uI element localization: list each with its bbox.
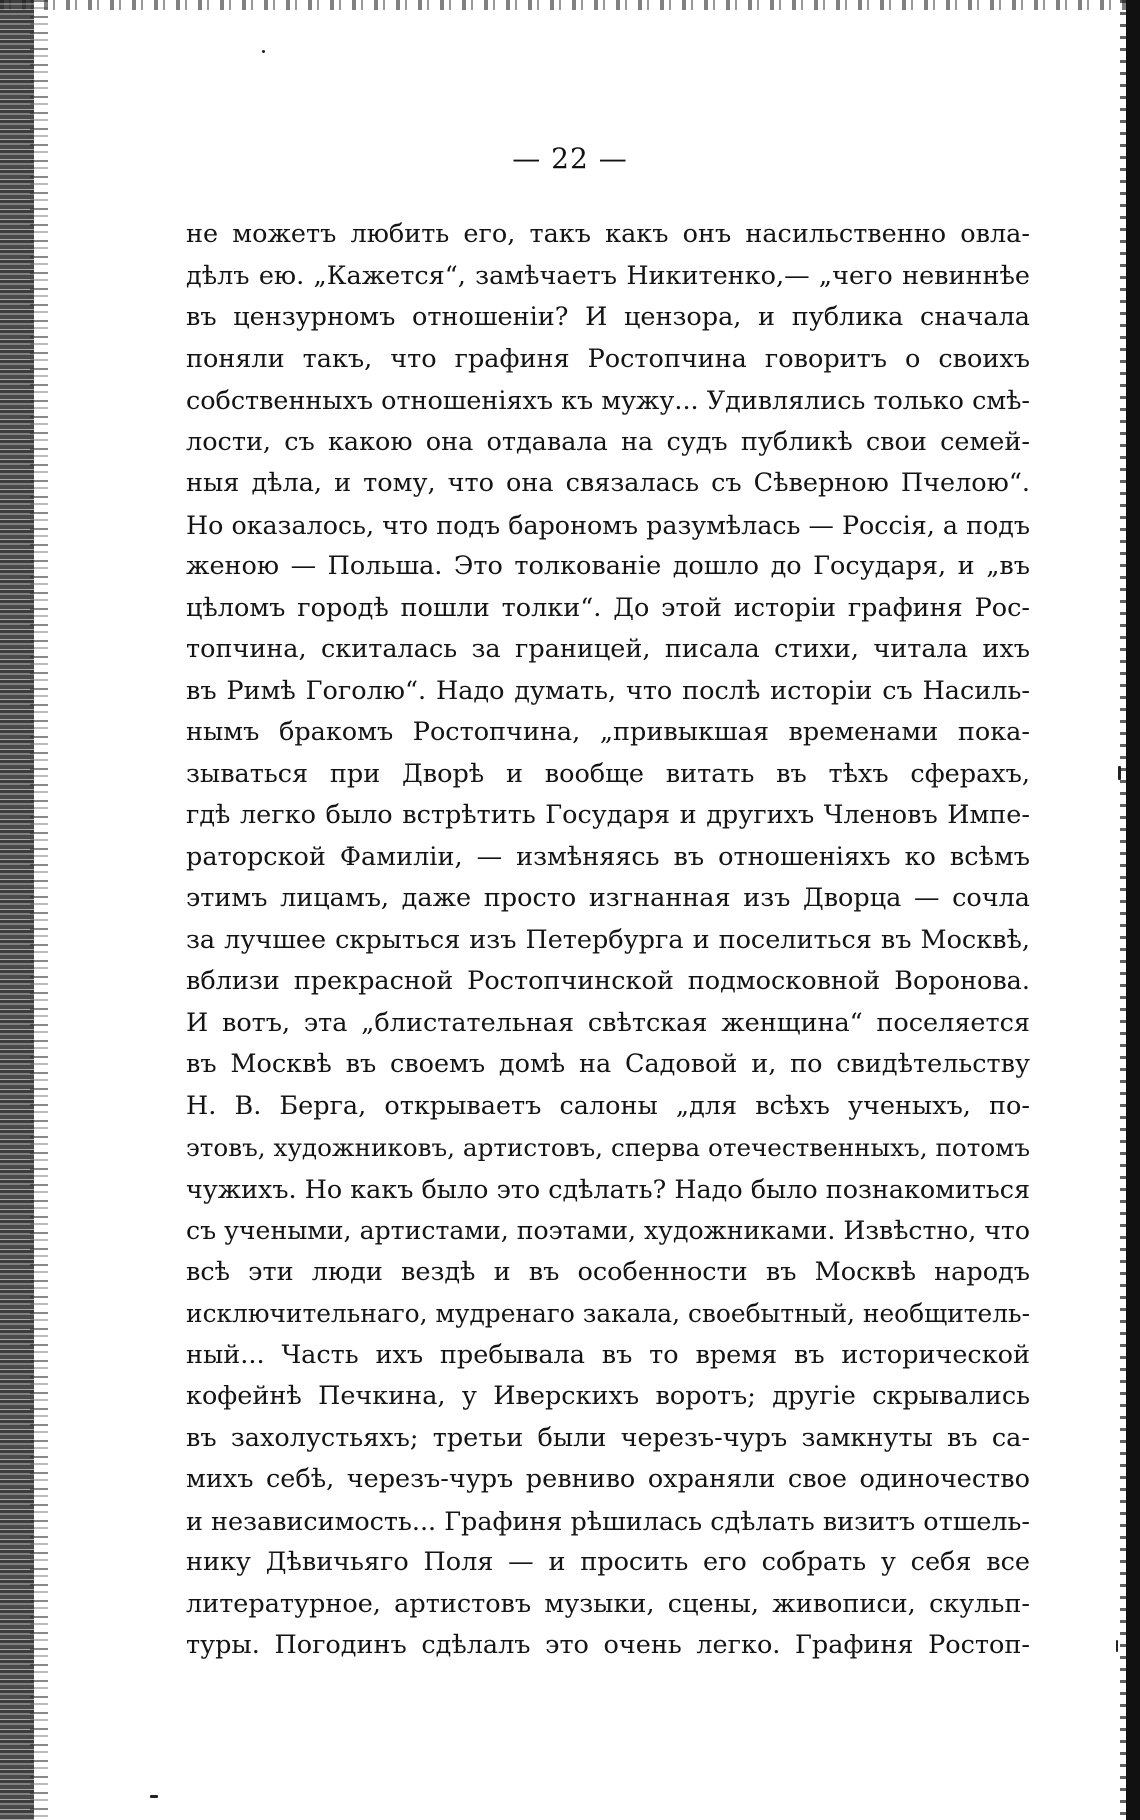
scan-speck bbox=[1118, 766, 1121, 780]
scan-right-edge-fray bbox=[1120, 0, 1126, 1820]
text-line: чужихъ. Но какъ было это сдѣлать? Надо было познакомиться bbox=[186, 1173, 1030, 1204]
text-line: всѣ эти люди вездѣ и въ особенности въ Москвѣ народъ bbox=[186, 1256, 1030, 1287]
text-line: И вотъ, эта „блистательная свѣтская женщина“ поселяется bbox=[186, 1007, 1030, 1038]
scan-top-edge bbox=[0, 0, 1140, 10]
text-line: въ захолустьяхъ; третьи были черезъ-чуръ замкнуты въ са- bbox=[186, 1422, 1030, 1453]
text-line: собственныхъ отношеніяхъ къ мужу... Удивлялись только смѣ- bbox=[186, 385, 1030, 415]
text-line: лости, съ какою она отдавала на судъ публикѣ свои семей- bbox=[186, 426, 1030, 457]
scan-speck bbox=[150, 1795, 158, 1798]
page-number: — 22 — bbox=[512, 142, 628, 175]
scan-speck bbox=[262, 50, 265, 53]
text-line: Н. В. Берга, открываетъ салоны „для всѣхъ ученыхъ, по- bbox=[186, 1090, 1030, 1121]
text-line: гдѣ легко было встрѣтить Государя и другихъ Членовъ Импе- bbox=[186, 800, 1030, 830]
text-line: михъ себѣ, черезъ-чуръ ревниво охраняли свое одиночество bbox=[186, 1464, 1030, 1494]
text-line: вблизи прекрасной Ростопчинской подмосковной Воронова. bbox=[186, 966, 1030, 996]
text-line: не можетъ любить его, такъ какъ онъ насильственно овла- bbox=[186, 219, 1030, 249]
text-line: въ цензурномъ отношеніи? И цензора, и публика сначала bbox=[186, 302, 1030, 332]
text-line: Но оказалось, что подъ барономъ разумѣлась — Россія, а подъ bbox=[186, 509, 1030, 540]
scan-right-edge bbox=[1126, 0, 1140, 1820]
text-line: этовъ, художниковъ, артистовъ, сперва отечественныхъ, потомъ bbox=[186, 1133, 1030, 1162]
text-line: въ Римѣ Гоголю“. Надо думать, что послѣ исторіи съ Насиль- bbox=[186, 675, 1030, 706]
text-line: съ учеными, артистами, поэтами, художниками. Извѣстно, что bbox=[186, 1216, 1030, 1245]
text-line: раторской Фамиліи, — измѣняясь въ отношеніяхъ ко всѣмъ bbox=[186, 841, 1030, 872]
text-line: ныя дѣла, и тому, что она связалась съ Сѣверною Пчелою“. bbox=[186, 468, 1030, 498]
text-line: нику Дѣвичьяго Поля — и просить его собрать у себя все bbox=[186, 1547, 1030, 1577]
text-line: кофейнѣ Печкина, у Иверскихъ воротъ; другіе скрывались bbox=[186, 1381, 1030, 1411]
text-line: дѣлъ ею. „Кажется“, замѣчаетъ Никитенко,— „чего невиннѣе bbox=[186, 260, 1030, 291]
text-line: ный... Часть ихъ пребывала въ то время въ исторической bbox=[186, 1339, 1030, 1370]
text-line: исключительнаго, мудренаго закала, своебытный, необщитель- bbox=[186, 1299, 1030, 1328]
text-line: поняли такъ, что графиня Ростопчина говоритъ о своихъ bbox=[186, 343, 1030, 374]
text-line: и независимость... Графиня рѣшилась сдѣлать визитъ отшель- bbox=[186, 1505, 1030, 1536]
text-line: литературное, артистовъ музыки, сцены, живописи, скульп- bbox=[186, 1588, 1030, 1619]
text-line: зываться при Дворѣ и вообще витать въ тѣхъ сферахъ, bbox=[186, 758, 1030, 789]
scan-speck bbox=[1116, 1640, 1118, 1652]
text-line: туры. Погодинъ сдѣлалъ это очень легко. Графиня Ростоп- bbox=[186, 1630, 1030, 1660]
text-line: въ Москвѣ въ своемъ домѣ на Садовой и, по свидѣтельству bbox=[186, 1049, 1030, 1079]
text-line: этимъ лицамъ, даже просто изгнанная изъ Дворца — сочла bbox=[186, 883, 1030, 913]
text-line: топчина, скиталась за границей, писала стихи, читала ихъ bbox=[186, 634, 1030, 664]
text-line: нымъ бракомъ Ростопчина, „привыкшая временами пока- bbox=[186, 717, 1030, 747]
text-line: цѣломъ городѣ пошли толки“. До этой исторіи графиня Рос- bbox=[186, 592, 1030, 623]
body-text bbox=[186, 214, 1030, 1667]
text-line: женою — Польша. Это толкованіе дошло до Государя, и „въ bbox=[186, 551, 1030, 581]
text-line: за лучшее скрыться изъ Петербурга и поселиться въ Москвѣ, bbox=[186, 924, 1030, 955]
scan-left-edge bbox=[0, 0, 34, 1820]
scan-left-edge-fray bbox=[30, 0, 48, 1820]
